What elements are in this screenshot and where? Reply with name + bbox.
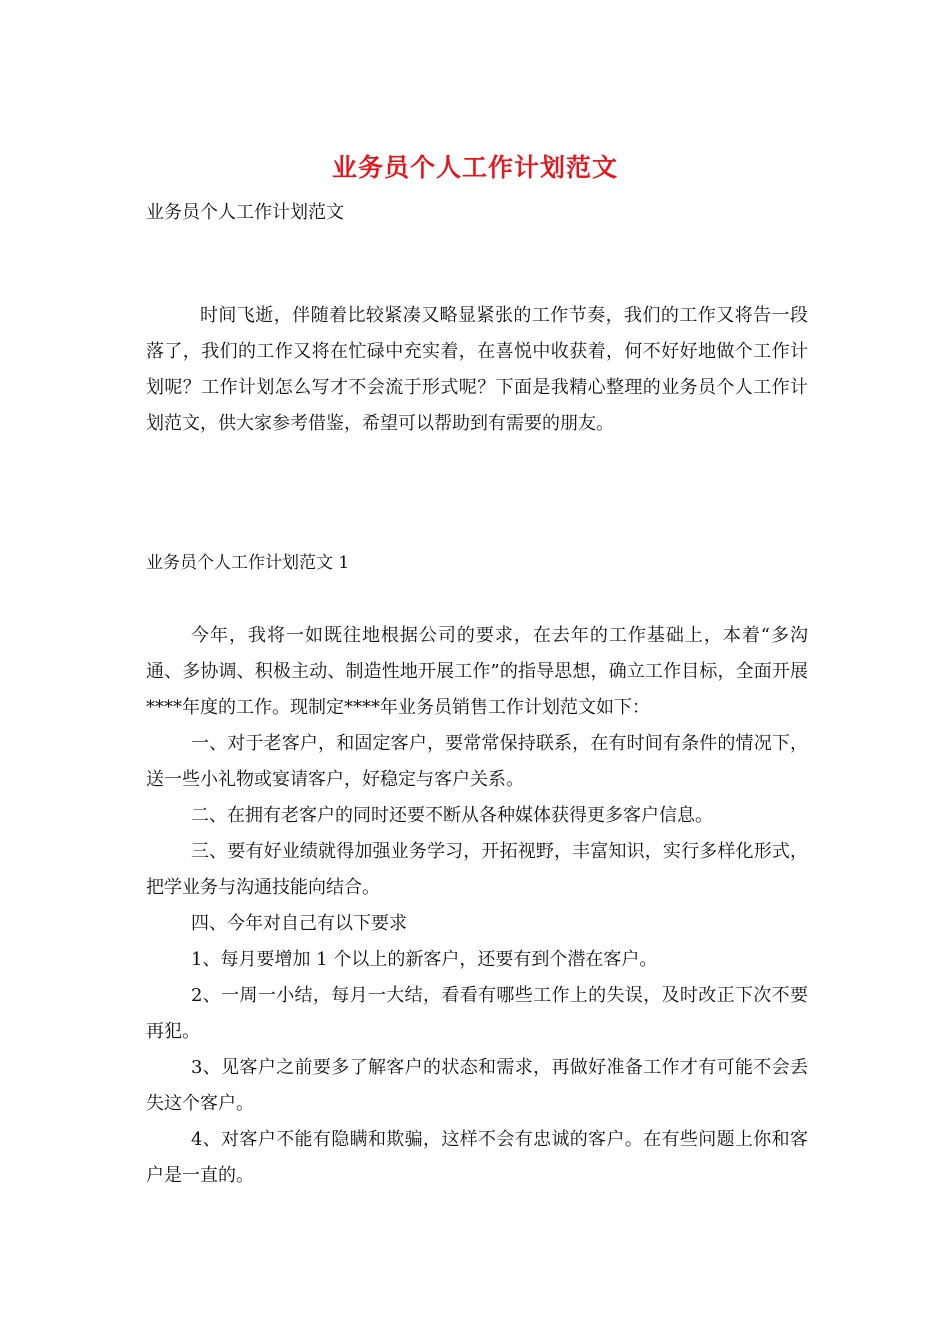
body-paragraph: 今年，我将一如既往地根据公司的要求，在去年的工作基础上，本着“多沟通、多协调、积极主动、制造性地开展工作”的指导思想，确立工作目标，全面开展****年度的工作。现制定****年业务员销售工作计划范文如下： [146, 625, 808, 718]
body-paragraph: 3、见客户之前要多了解客户的状态和需求，再做好准备工作才有可能不会丢失这个客户。 [146, 1057, 808, 1114]
body-paragraph: 二、在拥有老客户的同时还要不断从各种媒体获得更多客户信息。 [191, 805, 713, 826]
document-title: 业务员个人工作计划范文 [331, 153, 618, 182]
section-heading: 业务员个人工作计划范文 1 [146, 553, 350, 573]
body-paragraph: 1、每月要增加 1 个以上的新客户，还要有到个潜在客户。 [191, 949, 658, 970]
body-paragraph: 三、要有好业绩就得加强业务学习，开拓视野，丰富知识，实行多样化形式，把学业务与沟通技能向结合。 [146, 841, 808, 898]
body-paragraph: 一、对于老客户，和固定客户，要常常保持联系，在有时间有条件的情况下，送一些小礼物或宴请客户，好稳定与客户关系。 [146, 733, 808, 790]
body-paragraph: 2、一周一小结，每月一大结，看看有哪些工作上的失误，及时改正下次不要再犯。 [146, 985, 808, 1042]
section-body [146, 618, 808, 1194]
document-subtitle: 业务员个人工作计划范文 [146, 202, 344, 223]
intro-paragraph: 时间飞逝，伴随着比较紧凑又略显紧张的工作节奏，我们的工作又将告一段落了，我们的工作又将在忙碌中充实着，在喜悦中收获着，何不好好地做个工作计划呢？工作计划怎么写才不会流于形式呢？下面是我精心整理的业务员个人工作计划范文，供大家参考借鉴，希望可以帮助到有需要的朋友。 [146, 305, 808, 434]
body-paragraph: 四、今年对自己有以下要求 [191, 913, 407, 934]
body-paragraph: 4、对客户不能有隐瞒和欺骗，这样不会有忠诚的客户。在有些问题上你和客户是一直的。 [146, 1129, 808, 1186]
